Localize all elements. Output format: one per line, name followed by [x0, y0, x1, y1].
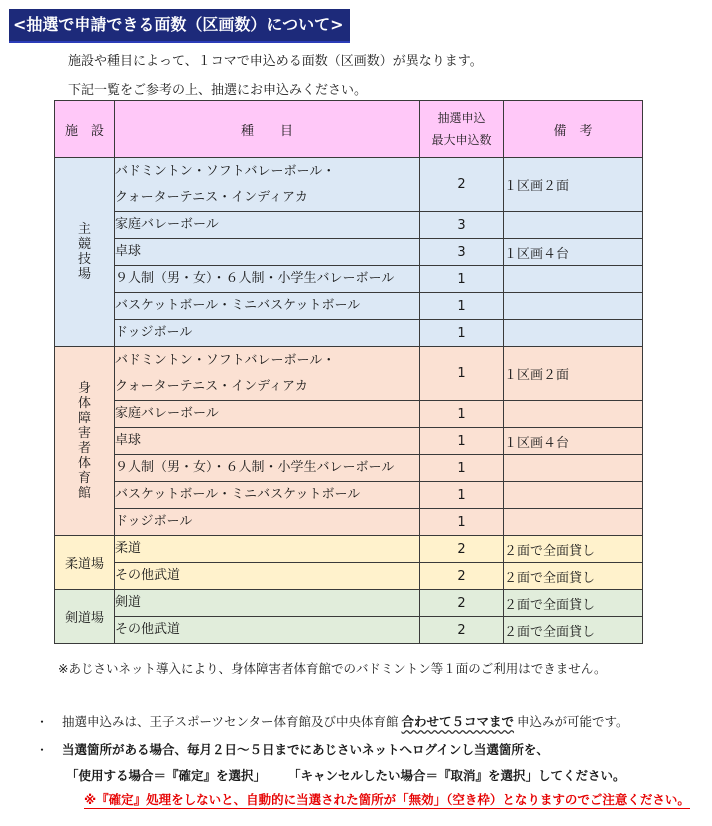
lottery-table — [54, 100, 643, 644]
event-name: ドッジボール — [115, 514, 193, 529]
warning-line — [84, 790, 690, 808]
table-row — [55, 212, 643, 239]
header-max-line2: 最大申込数 — [431, 133, 492, 147]
event-name: その他武道 — [115, 622, 181, 637]
note-cell: １区画２面 — [504, 347, 643, 401]
table-row — [55, 536, 643, 563]
table-row — [55, 563, 643, 590]
note-cell: １区画２面 — [504, 158, 643, 212]
event-cell — [115, 401, 420, 428]
event-name: バスケットボール・ミニバスケットボール — [115, 298, 361, 313]
confirm-instruction: 「使用する場合＝『確定』を選択」 — [66, 768, 267, 783]
footnote: ※あじさいネット導入により、身体障害者体育館でのバドミントン等１面のご利用はできません。 — [58, 661, 607, 676]
facility-name: 剣道場 — [64, 611, 104, 626]
event-cell — [115, 239, 420, 266]
max-count-cell: 1 — [420, 347, 504, 401]
event-name: ９人制（男・女）・６人制・小学生バレーボール — [115, 460, 395, 475]
note-cell: ２面で全面貸し — [504, 590, 643, 617]
table-row — [55, 347, 643, 401]
header-note: 備 考 — [504, 101, 643, 158]
table-row — [55, 293, 643, 320]
max-count-cell: 2 — [420, 563, 504, 590]
event-name: ドッジボール — [115, 325, 193, 340]
table-row — [55, 590, 643, 617]
bullet-line-1 — [62, 712, 629, 730]
max-count-cell: 1 — [420, 455, 504, 482]
max-count-cell: 2 — [420, 536, 504, 563]
page-title: <抽選で申請できる面数（区画数）について> — [9, 9, 350, 43]
table-row — [55, 401, 643, 428]
event-name: 剣道 — [115, 595, 142, 610]
max-count-cell: 2 — [420, 158, 504, 212]
event-cell — [115, 482, 420, 509]
facility-cell — [55, 590, 115, 644]
event-cell — [115, 455, 420, 482]
note-cell — [504, 482, 643, 509]
note-cell — [504, 455, 643, 482]
event-name: バドミントン・ソフトバレーボール・ — [115, 163, 336, 179]
event-cell — [115, 617, 420, 644]
note-cell — [504, 293, 643, 320]
max-count-cell: 1 — [420, 428, 504, 455]
facility-cell — [55, 536, 115, 590]
bullet-1-post: 申込みが可能です。 — [517, 714, 629, 729]
event-cell — [115, 293, 420, 320]
table-row — [55, 428, 643, 455]
max-count-cell: 1 — [420, 509, 504, 536]
event-cell — [115, 158, 420, 212]
event-name: 柔道 — [115, 541, 142, 556]
table-row — [55, 320, 643, 347]
event-cell — [115, 590, 420, 617]
event-name: その他武道 — [115, 568, 181, 583]
note-cell — [504, 401, 643, 428]
intro-line: 下記一覧をご参考の上、抽選にお申込みください。 — [68, 83, 368, 98]
max-count-cell: 2 — [420, 590, 504, 617]
event-name: 卓球 — [115, 244, 142, 259]
table-row — [55, 239, 643, 266]
note-cell — [504, 509, 643, 536]
note-cell: １区画４台 — [504, 239, 643, 266]
facility-name: 身体障害者体育館 — [77, 381, 91, 501]
event-cell — [115, 536, 420, 563]
event-name: ９人制（男・女）・６人制・小学生バレーボール — [115, 271, 395, 286]
max-count-cell: 1 — [420, 266, 504, 293]
max-count-cell: 1 — [420, 293, 504, 320]
event-cell — [115, 509, 420, 536]
header-facility: 施 設 — [55, 101, 115, 158]
event-cell — [115, 212, 420, 239]
table-row — [55, 266, 643, 293]
header-max-line1: 抽選申込 — [437, 111, 486, 125]
event-name: 卓球 — [115, 433, 142, 448]
table-row — [55, 158, 643, 212]
note-cell: １区画４台 — [504, 428, 643, 455]
event-name: バドミントン・ソフトバレーボール・ — [115, 352, 336, 368]
note-cell — [504, 266, 643, 293]
facility-cell — [55, 158, 115, 347]
event-name: 家庭バレーボール — [115, 406, 219, 421]
table-row — [55, 617, 643, 644]
note-cell: ２面で全面貸し — [504, 563, 643, 590]
event-name: クォーターテニス・インディアカ — [115, 378, 308, 394]
table-row — [55, 509, 643, 536]
max-count-cell: 1 — [420, 401, 504, 428]
event-cell — [115, 563, 420, 590]
event-name: 家庭バレーボール — [115, 217, 219, 232]
bullet-line-2: 当選箇所がある場合、毎月２日～５日までにあじさいネットへログインし当選箇所を、 — [62, 742, 549, 757]
note-cell: ２面で全面貸し — [504, 617, 643, 644]
event-cell — [115, 320, 420, 347]
header-event: 種 目 — [115, 101, 420, 158]
bullet-line-3 — [66, 766, 626, 784]
event-name: クォーターテニス・インディアカ — [115, 189, 308, 205]
max-count-cell: 3 — [420, 212, 504, 239]
header-max — [420, 101, 504, 158]
event-name: バスケットボール・ミニバスケットボール — [115, 487, 361, 502]
bullet-mark: ・ — [36, 743, 49, 757]
facility-name: 主競技場 — [77, 222, 91, 282]
max-count-cell: 3 — [420, 239, 504, 266]
event-cell — [115, 347, 420, 401]
note-cell — [504, 320, 643, 347]
max-count-cell: 1 — [420, 482, 504, 509]
max-count-cell: 1 — [420, 320, 504, 347]
table-row — [55, 482, 643, 509]
table-header-row — [55, 101, 643, 158]
bullet-1-pre: 抽選申込みは、王子スポーツセンター体育館及び中央体育館 — [62, 714, 399, 729]
event-cell — [115, 266, 420, 293]
cancel-instruction: 「キャンセルしたい場合＝『取消』を選択」してください。 — [288, 768, 626, 783]
note-cell — [504, 212, 643, 239]
facility-cell — [55, 347, 115, 536]
facility-name: 柔道場 — [64, 557, 104, 572]
table-row — [55, 455, 643, 482]
event-cell — [115, 428, 420, 455]
max-count-cell: 2 — [420, 617, 504, 644]
bullet-mark: ・ — [36, 715, 49, 729]
note-cell: ２面で全面貸し — [504, 536, 643, 563]
intro-line: 施設や種目によって、１コマで申込める面数（区画数）が異なります。 — [68, 54, 483, 69]
warning-text: ※『確定』処理をしないと、自動的に当選された箇所が「無効」（空き枠）となりますのでご注意ください。 — [84, 792, 690, 807]
bullet-1-emphasis: 合わせて５コマまで — [401, 714, 515, 729]
